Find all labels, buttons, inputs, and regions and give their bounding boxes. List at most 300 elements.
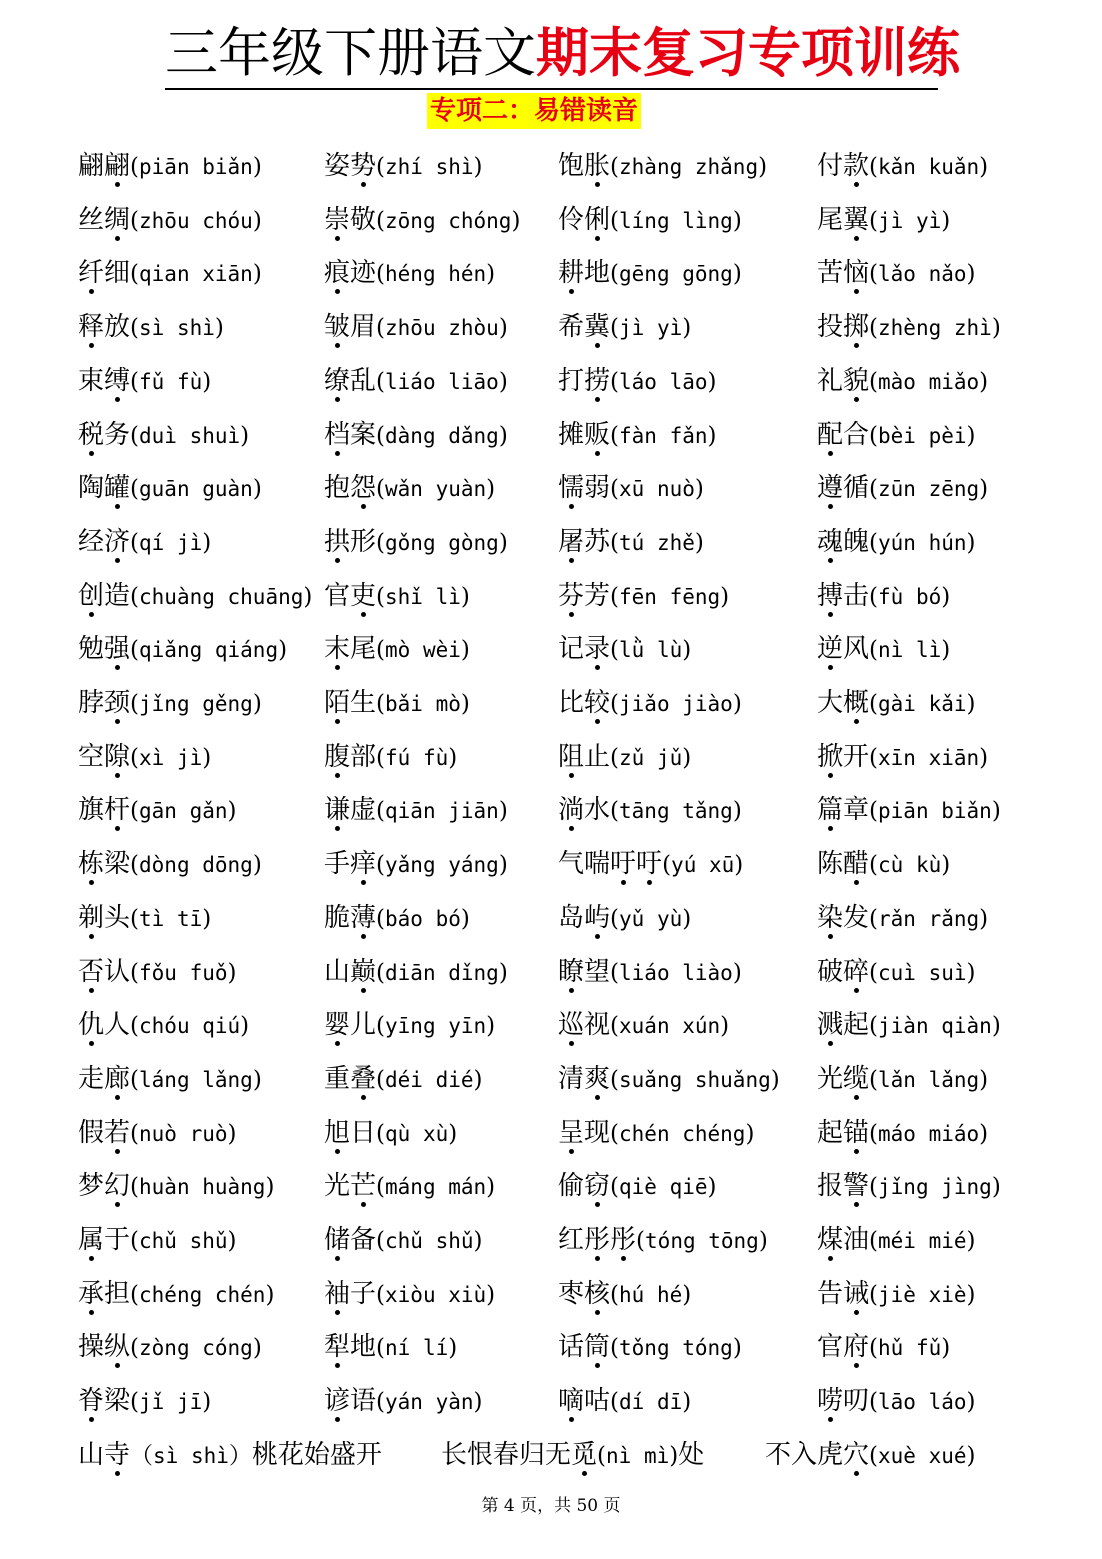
word-char: 较 [584,685,610,721]
paren-close: ) [966,960,976,986]
pinyin-options: piān biǎn [139,155,253,179]
word-entry [324,255,495,291]
word-entry [558,739,691,775]
pinyin-options: fú fù [385,746,449,770]
word-char: 罐 [104,470,130,506]
paren-close: ) [682,315,692,341]
pinyin-options: chǔ shǔ [139,1229,228,1253]
paren-open: ( [636,1228,646,1254]
word-char: 碎 [843,954,869,990]
pinyin-options: qiè qiē [619,1175,708,1199]
word-char: 屠 [558,524,584,560]
word-char: 苏 [584,527,611,557]
word-char: 搏 [817,578,843,614]
word-entry [324,148,483,184]
pinyin-options: líng lìng [619,209,733,233]
word-char: 煤 [817,1222,843,1258]
pinyin-options: jiè xiè [878,1283,967,1307]
word-char: 岛 [558,903,585,933]
paren-close: ) [732,691,742,717]
paren-open: ( [130,315,140,341]
paren-open: ( [869,584,879,610]
word-entry [558,202,742,238]
word-char: 旭 [324,1115,350,1151]
word-char: 皱 [324,309,350,345]
paren-open: ( [869,1389,879,1415]
pinyin-options: láo lāo [619,370,708,394]
word-char: 饱 [558,151,585,181]
paren-open: ( [869,637,879,663]
word-char: 官 [817,1332,844,1362]
word-char: 经 [78,527,105,557]
paren-open: ( [610,1121,620,1147]
word-char: 遵 [817,470,843,506]
paren-open: ( [610,960,620,986]
paren-close: ) [707,1174,717,1200]
word-entry [817,1276,976,1312]
paren-close: ) [448,1121,458,1147]
paren-close: ) [941,1335,951,1361]
pinyin-options: mào miǎo [878,370,980,394]
word-char: 释 [78,309,104,345]
pinyin-options: zhí shì [385,155,474,179]
paren-open: ( [610,1389,620,1415]
paren-open: ( [597,1443,607,1469]
paren-open: ( [610,691,620,717]
word-char: 纤 [78,255,104,291]
word-entry [817,1329,950,1365]
word-entry [324,739,457,775]
paren-close: ) [732,960,742,986]
word-char: 生 [350,688,377,718]
word-char: 貌 [843,363,869,399]
pinyin-options: shǐ lì [385,585,461,609]
word-entry [324,631,470,667]
word-char: 假 [78,1118,105,1148]
page-footer: 第 4 页，共 50 页 [481,1496,621,1516]
word-char: 子 [350,1279,377,1309]
word-entry [78,148,262,184]
pinyin-options: máng mán [385,1175,487,1199]
word-entry [78,255,262,291]
word-entry [324,309,508,345]
paren-open: ( [376,1013,386,1039]
paren-open: ( [130,1121,140,1147]
pinyin-options: lāo láo [878,1390,967,1414]
word-entry [558,524,704,560]
paren-open: ( [869,745,879,771]
word-char: 属 [78,1222,104,1258]
paren-open: ( [869,1013,879,1039]
pinyin-options: yǔ yù [619,907,683,931]
paren-open: ( [610,1174,620,1200]
word-char: 大 [817,688,844,718]
word-entry [78,470,262,506]
word-char: 呈 [558,1115,584,1151]
pinyin-options: yún hún [878,531,967,555]
word-char: 山 [78,1440,105,1470]
word-char: 窃 [584,1168,610,1204]
word-entry [324,900,470,936]
word-entry [78,1115,237,1151]
paren-close: ) [498,960,508,986]
paren-close: ) [966,1228,976,1254]
word-char: 仇 [78,1007,104,1043]
word-char: 脆 [324,903,351,933]
pinyin-options: sì shì [139,316,215,340]
pinyin-options: jiǎo jiào [619,692,733,716]
word-char: 翩 [104,148,130,184]
word-char: 案 [350,420,377,450]
word-char: 循 [843,473,870,503]
pinyin-options: lǎn lǎng [878,1068,980,1092]
word-entry [817,578,950,614]
word-char: 承 [78,1276,104,1312]
paren-close: ) [694,530,704,556]
word-char: 记 [558,634,585,664]
word-char: 彤 [584,1222,610,1258]
paren-close: ) [979,906,989,932]
paren-close: ) [498,315,508,341]
paren-open: ( [130,1174,140,1200]
paren-close: ) [682,637,692,663]
word-entry [558,1115,754,1151]
word-char: 廊 [104,1061,130,1097]
paren-open: ( [869,476,879,502]
pinyin-options: dàng dǎng [385,424,499,448]
paren-open: ( [869,798,879,824]
pinyin-options: xuán xún [619,1014,721,1038]
word-char: 放 [104,312,131,342]
word-entry [324,792,508,828]
pinyin-options: tāng tǎng [619,799,733,823]
word-char: 缆 [843,1061,869,1097]
poem-line-entry [441,1437,704,1473]
paren-close: ) [252,476,262,502]
word-entry [817,1222,976,1258]
word-char: 芒 [350,1168,376,1204]
paren-close: ) [252,261,262,287]
word-char: 枣 [558,1279,585,1309]
pinyin-options: wǎn yuàn [385,477,487,501]
word-char: 喘 [584,849,611,879]
paren-close: ) [732,208,742,234]
word-entry [78,739,211,775]
word-char: 若 [104,1115,130,1151]
paren-close: ) [498,530,508,556]
word-char: 巅 [350,954,376,990]
word-char: 尾 [350,634,377,664]
paren-open: ( [130,423,140,449]
paren-open: ( [869,154,879,180]
word-char: 操 [78,1332,105,1362]
entry-text-before: 长恨春归无 [441,1440,572,1470]
paren-close: ) [770,1067,780,1093]
pinyin-options: yǎng yáng [385,853,499,877]
word-char: 丝 [78,205,105,235]
word-entry [817,846,950,882]
pinyin-options: déi dié [385,1068,474,1092]
paren-open: ( [610,208,620,234]
word-entry [78,417,249,453]
paren-open: ( [610,1335,620,1361]
pinyin-options: lǎo nǎo [878,262,967,286]
word-entry [558,309,691,345]
word-entry [78,363,211,399]
word-char: 击 [843,581,870,611]
paren-open: ( [869,530,879,556]
pinyin-options: tú zhě [619,531,695,555]
pinyin-options: máo miáo [878,1122,980,1146]
paren-close: ) [473,1228,483,1254]
word-char: 爽 [584,1061,610,1097]
word-entry [78,1383,211,1419]
word-entry [558,1168,717,1204]
word-char: 档 [324,417,350,453]
word-char: 淌 [558,792,584,828]
paren-open: ( [376,960,386,986]
paren-close: ) [991,1013,1001,1039]
pinyin-options: bǎi mò [385,692,461,716]
paren-open: ( [869,1282,879,1308]
paren-close: ) [758,1228,768,1254]
paren-close: ) [979,745,989,771]
paren-close: ) [745,1121,755,1147]
word-char: 彤 [610,1222,636,1258]
word-char: 懦 [558,470,584,506]
word-char: 梁 [104,1386,131,1416]
word-entry [817,363,988,399]
paren-open: ( [610,798,620,824]
section-subtitle: 专项二：易错读音 [427,93,641,129]
word-char: 创 [78,578,104,614]
paren-open: ( [130,261,140,287]
paren-close: ) [252,154,262,180]
word-char: 隙 [104,739,130,775]
paren-open: ( [130,1389,140,1415]
paren-close: ) [991,315,1001,341]
word-char: 屿 [584,900,610,936]
paren-close: ) [758,154,768,180]
word-char: 梁 [104,849,131,879]
paren-close: ) [240,1013,250,1039]
word-entry [558,1329,742,1365]
word-char: 寺 [104,1437,130,1473]
paren-open: ( [610,1282,620,1308]
word-char: 手 [324,849,351,879]
word-char: 阻 [558,739,584,775]
word-char: 篇 [817,792,843,828]
poem-line-entry [765,1437,976,1473]
paren-close: ) [265,1282,275,1308]
paren-close: ) [227,1228,237,1254]
word-char: 陶 [78,473,105,503]
pinyin-options: xū nuò [619,477,695,501]
word-entry [324,1329,457,1365]
word-char: 光 [324,1171,351,1201]
paren-close: ) [707,423,717,449]
pinyin-options: jì yì [878,209,942,233]
word-char: 报 [817,1171,844,1201]
pinyin-options: zōng chóng [385,209,512,233]
pinyin-options: qian xiān [139,262,253,286]
word-char: 陈 [817,849,844,879]
paren-close: ) [460,584,470,610]
word-char: 筒 [584,1329,610,1365]
word-char: 末 [324,631,350,667]
word-entry [78,1222,237,1258]
paren-open: ( [610,745,620,771]
word-char: 剃 [78,900,104,936]
entry-text-before: 不入虎 [765,1440,844,1470]
word-entry [324,1115,457,1151]
paren-open: ( [130,637,140,663]
word-entry [817,1007,1001,1043]
word-char: 束 [78,366,105,396]
paren-open: ( [869,423,879,449]
entry-text-after: 桃花始盛开 [251,1440,382,1470]
paren-close: ) [941,208,951,234]
pinyin-options: cuì suì [878,961,967,985]
word-entry [324,1276,495,1312]
word-char: 官 [324,581,351,611]
paren-close: ) [979,154,989,180]
word-char: 头 [104,903,131,933]
word-entry [558,1061,780,1097]
pinyin-options: yīng yīn [385,1014,487,1038]
entry-text-after: 处 [678,1440,705,1470]
word-char: 光 [817,1064,844,1094]
paren-close: ) [473,1389,483,1415]
pinyin-options: héng hén [385,262,487,286]
pinyin-options: fēn fēng [619,585,721,609]
word-entry [817,792,1001,828]
word-char: 抱 [324,473,351,503]
paren-open: ( [610,423,620,449]
word-entry [78,578,312,614]
pinyin-options: yú xū [671,853,735,877]
word-char: 迹 [350,258,377,288]
paren-open: ( [610,476,620,502]
paren-open: ( [869,1067,879,1093]
paren-open: ( [869,261,879,287]
word-char: 缚 [104,363,130,399]
word-entry [817,631,950,667]
word-entry [817,470,988,506]
word-char: 痕 [324,255,350,291]
paren-close: ) [511,208,521,234]
word-char: 幻 [104,1168,130,1204]
word-char: 投 [817,312,844,342]
paren-close: ) [966,691,976,717]
word-char: 薄 [350,900,376,936]
pinyin-options: jiàn qiàn [878,1014,992,1038]
paren-open: ( [869,1335,879,1361]
paren-open: ( [610,315,620,341]
paren-open: ( [376,1335,386,1361]
paren-close: ) [682,745,692,771]
paren-open: ( [130,960,140,986]
paren-open: ( [376,906,386,932]
word-char: 染 [817,900,843,936]
word-char: 芳 [584,581,611,611]
pinyin-options: suǎng shuǎng [619,1068,771,1092]
word-char: 翼 [843,202,869,238]
word-entry [558,954,742,990]
word-char: 款 [843,148,869,184]
word-char: 现 [584,1118,611,1148]
word-char: 山 [324,957,351,987]
paren-close: ) [991,798,1001,824]
paren-close: ) [252,208,262,234]
title-red-part: 期末复习专项训练 [536,22,960,84]
word-char: 穴 [843,1437,869,1473]
word-char: 府 [843,1329,869,1365]
word-char: 绸 [104,202,130,238]
pinyin-options: tóng tōng [645,1229,759,1253]
paren-open: ( [376,530,386,556]
paren-close: ) [498,423,508,449]
paren-close: ) [979,1121,989,1147]
word-char: 嘀 [558,1383,584,1419]
word-entry [558,1222,768,1258]
word-char: 巡 [558,1007,584,1043]
paren-open: ( [610,261,620,287]
paren-close: ) [707,369,717,395]
word-entry [324,578,470,614]
paren-close: ) [694,476,704,502]
word-char: 姿 [324,151,351,181]
word-entry [324,685,470,721]
word-char: 眉 [350,312,377,342]
paren-close: ) [265,1174,275,1200]
word-entry [558,417,717,453]
word-entry [78,1061,262,1097]
word-entry [324,846,508,882]
paren-open: ( [376,1389,386,1415]
word-char: 醋 [843,846,869,882]
paren-open: ( [376,1228,386,1254]
word-entry [324,363,508,399]
paren-close: ) [682,1389,692,1415]
paren-open: ( [869,906,879,932]
pinyin-options: hú hé [619,1283,683,1307]
paren-open: ( [869,1228,879,1254]
paren-open: ( [376,798,386,824]
paren-open: ( [610,584,620,610]
word-entry [558,363,717,399]
word-char: 觅 [571,1437,597,1473]
paren-open: ( [376,154,386,180]
word-char: 担 [104,1279,131,1309]
word-char: 谦 [324,792,350,828]
paren-close: ) [252,691,262,717]
paren-open: ( [130,1013,140,1039]
word-char: 咕 [584,1386,611,1416]
word-entry [78,792,237,828]
pinyin-options: nì mì [606,1444,670,1468]
word-char: 地 [350,1332,377,1362]
pinyin-options: xīn xiān [878,746,980,770]
word-char: 视 [584,1010,611,1040]
pinyin-options: gēng gōng [619,262,733,286]
word-char: 翩 [78,151,105,181]
paren-close: ) [448,745,458,771]
word-char: 苦 [817,258,844,288]
word-entry [817,1061,988,1097]
word-char: 希 [558,312,585,342]
word-entry [558,255,742,291]
